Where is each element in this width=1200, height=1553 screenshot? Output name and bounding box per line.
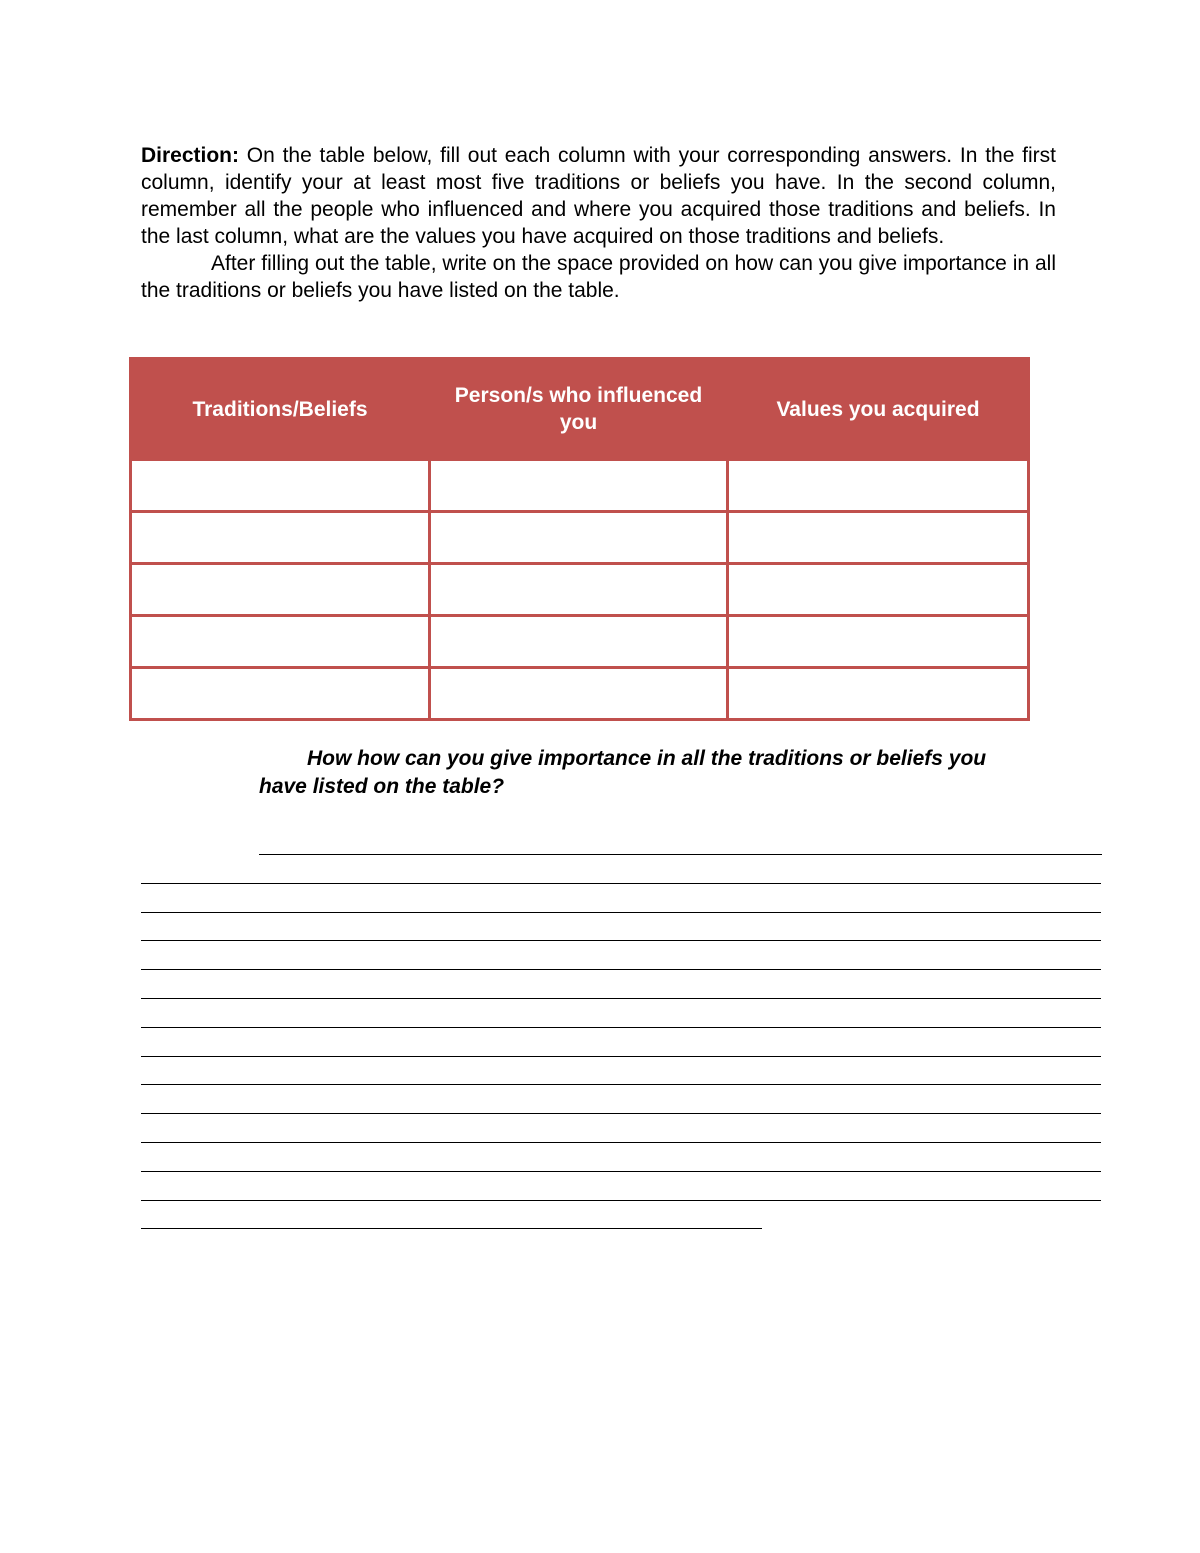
- header-values-acquired: Values you acquired: [728, 359, 1029, 460]
- answer-line[interactable]: [141, 940, 1101, 941]
- table-cell-tradition[interactable]: [131, 460, 430, 512]
- table-cell-person[interactable]: [430, 460, 728, 512]
- table-row: [131, 460, 1029, 512]
- table-cell-value[interactable]: [728, 564, 1029, 616]
- answer-line[interactable]: [259, 854, 1102, 855]
- direction-paragraph-1: [141, 142, 1056, 250]
- header-persons-who-influenced: Person/s who influenced you: [430, 359, 728, 460]
- answer-line[interactable]: [141, 912, 1101, 913]
- table-cell-tradition[interactable]: [131, 616, 430, 668]
- table-cell-value[interactable]: [728, 460, 1029, 512]
- direction-label: Direction:: [141, 144, 240, 167]
- table-cell-value[interactable]: [728, 616, 1029, 668]
- answer-line[interactable]: [141, 1200, 1101, 1201]
- answer-line[interactable]: [141, 1142, 1101, 1143]
- answer-line[interactable]: [141, 1113, 1101, 1114]
- direction-text: On the table below, fill out each column with your corresponding answers. In the first column, identify your at least most five traditions or beliefs you have. In the second column, remember all the people who influenced and where you acquired those traditions and beliefs. In the last column, what are the values you have acquired on those traditions and beliefs.: [141, 144, 1056, 248]
- answer-line[interactable]: [141, 969, 1101, 970]
- reflection-question-text: How how can you give importance in all the traditions or beliefs you have listed on the table?: [259, 747, 987, 798]
- table-cell-tradition[interactable]: [131, 512, 430, 564]
- table-cell-tradition[interactable]: [131, 668, 430, 720]
- table-cell-value[interactable]: [728, 512, 1029, 564]
- reflection-question: [259, 745, 1039, 801]
- table-row: [131, 668, 1029, 720]
- table-cell-value[interactable]: [728, 668, 1029, 720]
- answer-line[interactable]: [141, 1084, 1101, 1085]
- table-cell-person[interactable]: [430, 616, 728, 668]
- answer-line[interactable]: [141, 1171, 1101, 1172]
- traditions-table: [129, 357, 1030, 721]
- table-cell-person[interactable]: [430, 668, 728, 720]
- table-header-row: [131, 359, 1029, 460]
- table-row: [131, 512, 1029, 564]
- header-traditions-beliefs: Traditions/Beliefs: [131, 359, 430, 460]
- answer-line[interactable]: [141, 1228, 762, 1229]
- answer-line[interactable]: [141, 998, 1101, 999]
- direction-paragraph-2: After filling out the table, write on the space provided on how can you give importance in all the traditions or beliefs you have listed on the table.: [141, 252, 1056, 302]
- answer-line[interactable]: [141, 1027, 1101, 1028]
- table-row: [131, 564, 1029, 616]
- table-cell-person[interactable]: [430, 564, 728, 616]
- table-cell-tradition[interactable]: [131, 564, 430, 616]
- answer-line[interactable]: [141, 883, 1101, 884]
- table-cell-person[interactable]: [430, 512, 728, 564]
- table-row: [131, 616, 1029, 668]
- answer-line[interactable]: [141, 1056, 1101, 1057]
- direction-instructions: [141, 142, 1056, 304]
